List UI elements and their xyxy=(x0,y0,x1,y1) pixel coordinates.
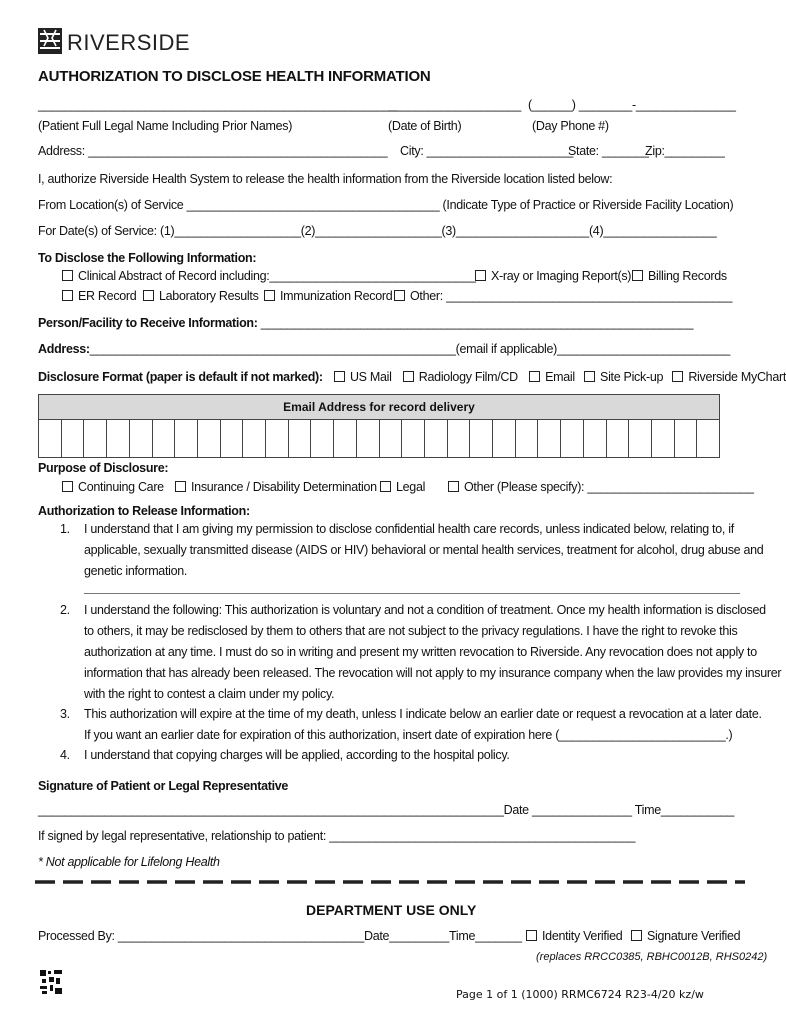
authorization-heading: Authorization to Release Information: xyxy=(38,504,250,518)
auth-item-number: 1. xyxy=(60,522,70,536)
format-radiology[interactable]: Radiology Film/CD xyxy=(401,370,518,384)
auth-item-line: genetic information. xyxy=(84,564,188,578)
format-us-mail[interactable]: US Mail xyxy=(332,370,392,384)
email-cells[interactable] xyxy=(39,420,719,457)
checkbox-icon[interactable] xyxy=(62,290,73,301)
email-char-cell[interactable] xyxy=(538,420,561,457)
checkbox-icon[interactable] xyxy=(62,481,73,492)
email-char-cell[interactable] xyxy=(84,420,107,457)
checkbox-icon[interactable] xyxy=(584,371,595,382)
from-location-field[interactable]: From Location(s) of Service ______________________________________ (Indicate Type of Practice or Riverside Facility Location) xyxy=(38,198,734,212)
dob-label: (Date of Birth) xyxy=(388,119,462,133)
auth-item-number: 4. xyxy=(60,748,70,762)
auth-item-line: with the right to contest a claim under my policy. xyxy=(84,687,335,701)
purpose-insurance[interactable]: Insurance / Disability Determination xyxy=(173,480,377,494)
lab-option[interactable]: Laboratory Results xyxy=(141,289,259,303)
auth-item-line: I understand that copying charges will be applied, according to the hospital policy. xyxy=(84,748,510,762)
er-option[interactable]: ER Record xyxy=(60,289,136,303)
checkbox-icon[interactable] xyxy=(143,290,154,301)
checkbox-icon[interactable] xyxy=(380,481,391,492)
auth-item-line: to others, it may be redisclosed by them to others that are not subject to the privacy regulations. I have the right to revoke this xyxy=(84,624,738,638)
email-char-cell[interactable] xyxy=(266,420,289,457)
auth-item-line: I understand the following: This authorization is voluntary and not a condition of treatment. Once my health information is disclosed xyxy=(84,603,766,617)
purpose-heading: Purpose of Disclosure: xyxy=(38,461,169,475)
immunization-option[interactable]: Immunization Record xyxy=(262,289,392,303)
email-char-cell[interactable] xyxy=(175,420,198,457)
email-char-cell[interactable] xyxy=(629,420,652,457)
email-char-cell[interactable] xyxy=(697,420,719,457)
checkbox-icon[interactable] xyxy=(448,481,459,492)
purpose-other[interactable]: Other (Please specify): _________________________ xyxy=(446,480,754,494)
state-field[interactable]: State: _______ xyxy=(568,144,649,158)
checkbox-icon[interactable] xyxy=(62,270,73,281)
auth-item-number: 2. xyxy=(60,603,70,617)
department-heading: DEPARTMENT USE ONLY xyxy=(306,902,477,918)
identity-verified-option[interactable]: Identity Verified xyxy=(524,929,622,943)
purpose-legal[interactable]: Legal xyxy=(378,480,425,494)
email-char-cell[interactable] xyxy=(584,420,607,457)
auth-item-line: authorization at any time. I must do so in writing and present my written revocation to Riverside. Any revocation does not apply to xyxy=(84,645,757,659)
page-title: AUTHORIZATION TO DISCLOSE HEALTH INFORMATION xyxy=(38,68,431,85)
checkbox-icon[interactable] xyxy=(631,930,642,941)
checkbox-icon[interactable] xyxy=(529,371,540,382)
email-char-cell[interactable] xyxy=(561,420,584,457)
disclose-heading: To Disclose the Following Information: xyxy=(38,251,257,265)
logo-text: RIVERSIDE xyxy=(67,30,191,55)
email-char-cell[interactable] xyxy=(380,420,403,457)
email-char-cell[interactable] xyxy=(289,420,312,457)
phone-line[interactable]: (______) ________-_______________ xyxy=(528,98,736,112)
checkbox-icon[interactable] xyxy=(394,290,405,301)
xray-option[interactable]: X-ray or Imaging Report(s) xyxy=(473,269,631,283)
email-delivery-box xyxy=(38,394,720,458)
dob-line[interactable]: ____________________ xyxy=(388,98,522,112)
email-char-cell[interactable] xyxy=(153,420,176,457)
auth-item-number: 3. xyxy=(60,707,70,721)
signature-heading: Signature of Patient or Legal Representative xyxy=(38,779,289,793)
email-char-cell[interactable] xyxy=(516,420,539,457)
riverside-logo-icon xyxy=(38,28,62,54)
zip-field[interactable]: Zip:_________ xyxy=(645,144,725,158)
disclosure-format-row: Disclosure Format (paper is default if not marked): US Mail Radiology Film/CD Email Site Pick-up Riverside MyChart xyxy=(38,370,786,384)
format-site-pickup[interactable]: Site Pick-up xyxy=(582,370,663,384)
email-char-cell[interactable] xyxy=(198,420,221,457)
other-option[interactable]: Other: ___________________________________________ xyxy=(392,289,732,303)
email-char-cell[interactable] xyxy=(311,420,334,457)
email-char-cell[interactable] xyxy=(493,420,516,457)
checkbox-icon[interactable] xyxy=(526,930,537,941)
auth-item-line: information that has already been released. The revocation will not apply to my insurance company when the law provides my insurer xyxy=(84,666,782,680)
checkbox-icon[interactable] xyxy=(334,371,345,382)
email-char-cell[interactable] xyxy=(357,420,380,457)
email-char-cell[interactable] xyxy=(39,420,62,457)
email-char-cell[interactable] xyxy=(402,420,425,457)
signature-verified-option[interactable]: Signature Verified xyxy=(629,929,740,943)
checkbox-icon[interactable] xyxy=(632,270,643,281)
email-char-cell[interactable] xyxy=(470,420,493,457)
billing-option[interactable]: Billing Records xyxy=(630,269,727,283)
email-char-cell[interactable] xyxy=(107,420,130,457)
email-char-cell[interactable] xyxy=(448,420,471,457)
email-char-cell[interactable] xyxy=(130,420,153,457)
checkbox-icon[interactable] xyxy=(175,481,186,492)
email-box-heading: Email Address for record delivery xyxy=(39,395,719,420)
email-char-cell[interactable] xyxy=(334,420,357,457)
lifelong-health-note: * Not applicable for Lifelong Health xyxy=(38,855,220,869)
checkbox-icon[interactable] xyxy=(403,371,414,382)
auth-item-line: This authorization will expire at the time of my death, unless I indicate below an earlier date or request a revocation at a later date. xyxy=(84,707,762,721)
address-field[interactable]: Address: _____________________________________________ xyxy=(38,144,388,158)
recipient-field[interactable]: Person/Facility to Receive Information: _________________________________________________________________ xyxy=(38,316,694,330)
signature-line[interactable]: ______________________________________________________________________Date _______________ Time___________ xyxy=(38,803,735,817)
processed-by-field[interactable]: Processed By: _____________________________________Date_________Time_______ xyxy=(38,929,522,943)
dashed-separator xyxy=(35,878,745,886)
city-field[interactable]: City: ______________________ xyxy=(400,144,574,158)
format-mychart[interactable]: Riverside MyChart xyxy=(670,370,786,384)
representative-relationship-field[interactable]: If signed by legal representative, relationship to patient: ______________________________________________ xyxy=(38,829,636,843)
patient-name-line[interactable]: ______________________________________________________ xyxy=(38,98,398,112)
email-char-cell[interactable] xyxy=(62,420,85,457)
email-char-cell[interactable] xyxy=(243,420,266,457)
checkbox-icon[interactable] xyxy=(264,290,275,301)
clinical-abstract-option[interactable]: Clinical Abstract of Record including:_______________________________ xyxy=(60,269,476,283)
email-char-cell[interactable] xyxy=(221,420,244,457)
auth-item-line: applicable, sexually transmitted disease (AIDS or HIV) behavioral or mental health services, treatment for alcohol, drug abuse and xyxy=(84,543,764,557)
phone-label: (Day Phone #) xyxy=(532,119,609,133)
format-email[interactable]: Email xyxy=(527,370,575,384)
auth-item-line: I understand that I am giving my permission to disclose confidential health care records, unless indicated below, relating to, if xyxy=(84,522,734,536)
email-char-cell[interactable] xyxy=(675,420,698,457)
replaces-note: (replaces RRCC0385, RBHC0012B, RHS0242) xyxy=(536,951,768,963)
checkbox-icon[interactable] xyxy=(672,371,683,382)
page-footer: Page 1 of 1 (1000) RRMC6724 R23-4/20 kz/w xyxy=(456,988,704,1001)
email-char-cell[interactable] xyxy=(652,420,675,457)
expiration-date-field[interactable]: If you want an earlier date for expiration of this authorization, insert date of expiration here (_________________________.) xyxy=(84,728,733,742)
barcode-icon xyxy=(40,970,62,994)
divider-line xyxy=(84,593,740,594)
checkbox-icon[interactable] xyxy=(475,270,486,281)
purpose-continuing-care[interactable]: Continuing Care xyxy=(60,480,164,494)
email-char-cell[interactable] xyxy=(425,420,448,457)
authorize-statement: I, authorize Riverside Health System to release the health information from the Riverside location listed below: xyxy=(38,172,613,186)
email-char-cell[interactable] xyxy=(607,420,630,457)
recipient-address-field[interactable]: Address:_______________________________________________________(email if applicable)__________________________ xyxy=(38,342,730,356)
patient-name-label: (Patient Full Legal Name Including Prior Names) xyxy=(38,119,293,133)
dates-of-service-field[interactable]: For Date(s) of Service: (1)___________________(2)___________________(3)____________________(4)_________________ xyxy=(38,224,717,238)
